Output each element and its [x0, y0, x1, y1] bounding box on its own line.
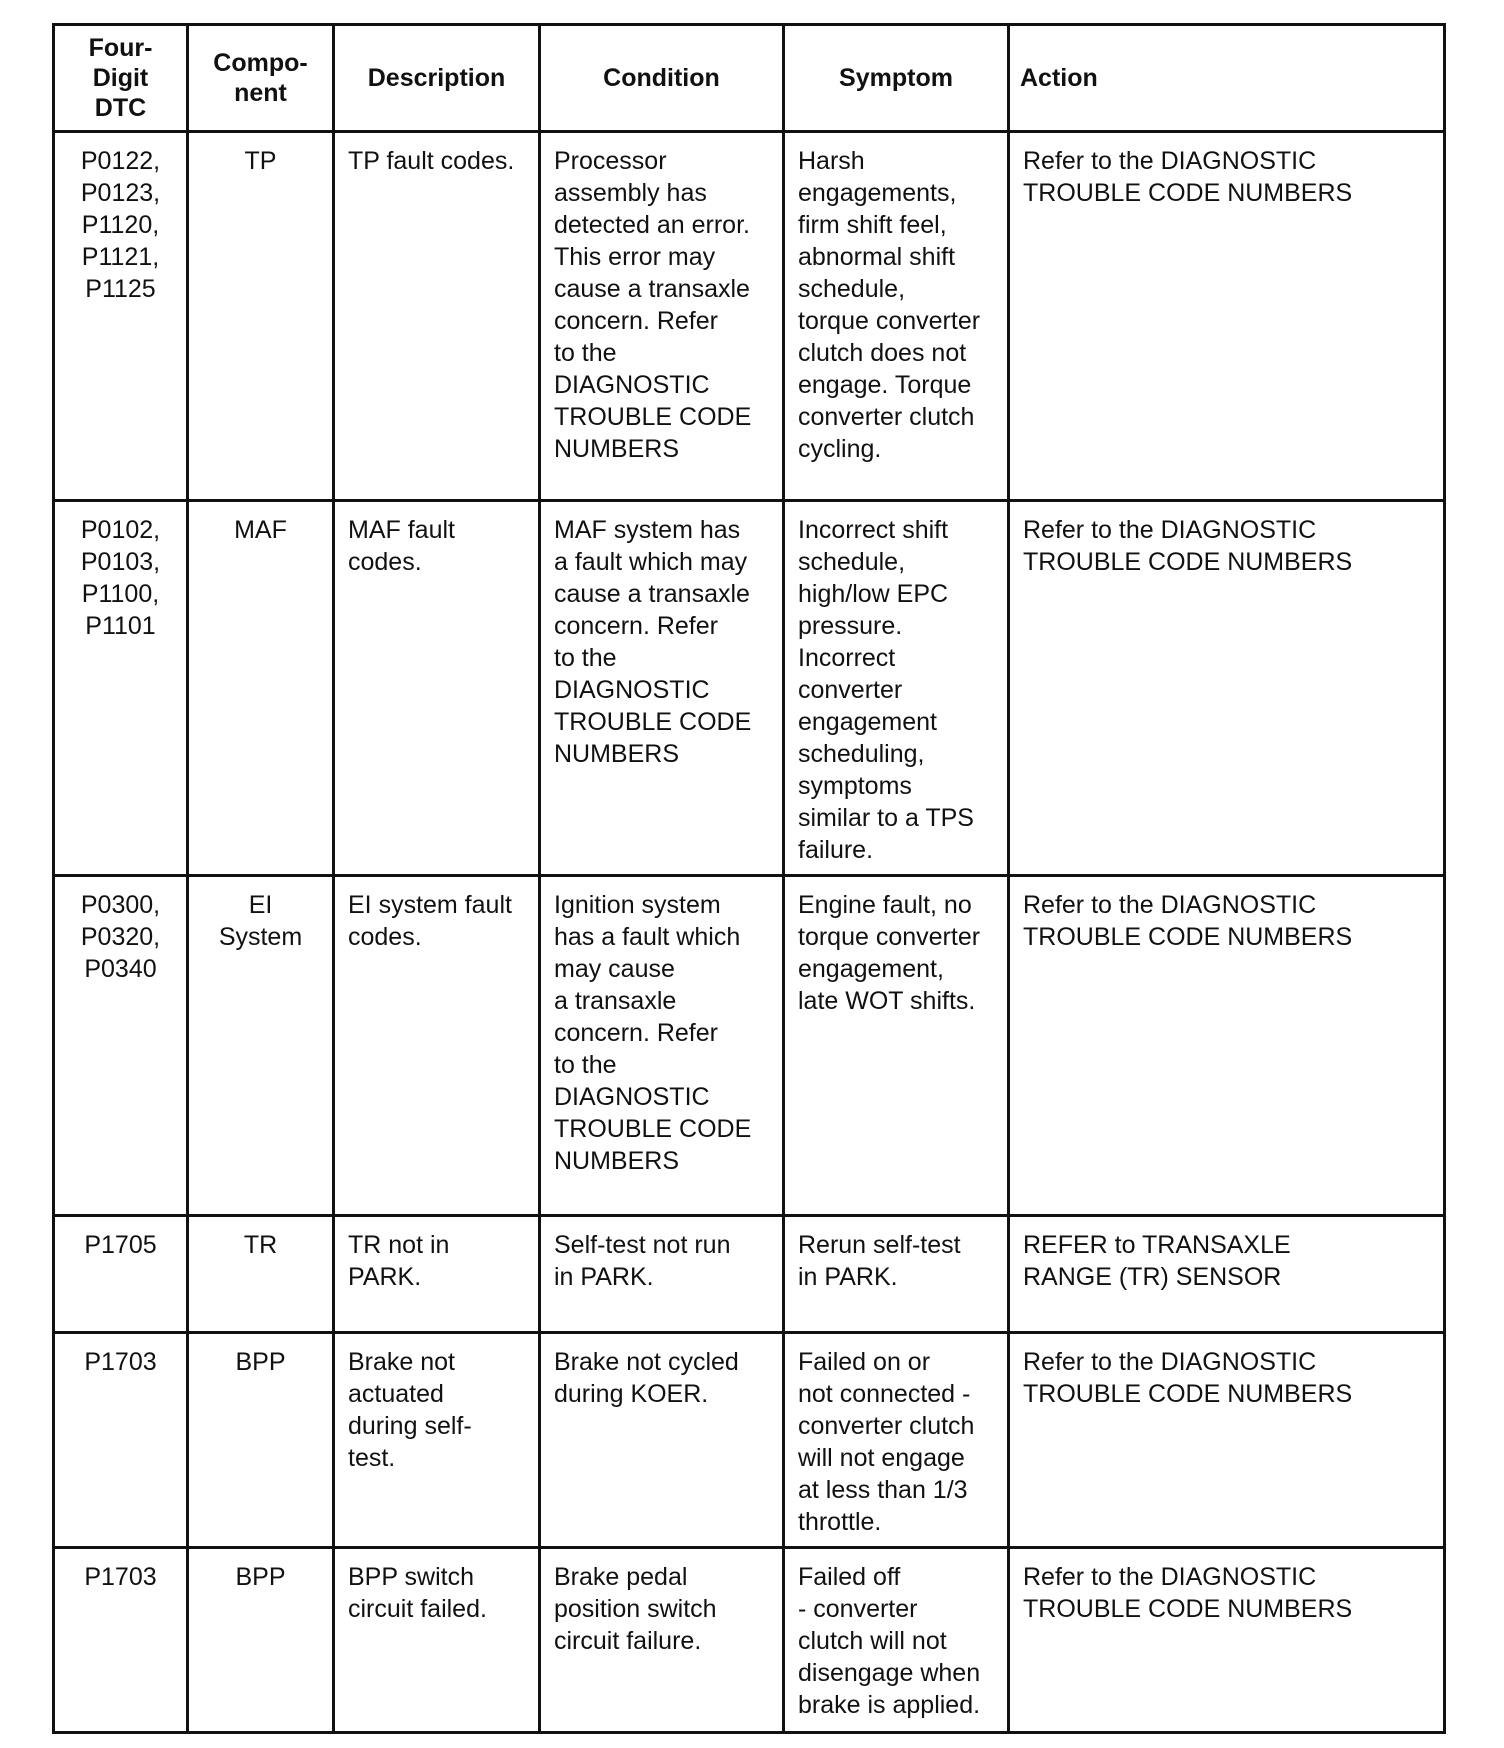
cell-description: TR not in PARK.	[334, 1216, 540, 1333]
cell-description: Brake not actuated during self- test.	[334, 1333, 540, 1548]
table-row	[54, 501, 1445, 876]
header-symptom: Symptom	[784, 25, 1009, 132]
cell-dtc: P1703	[54, 1333, 188, 1548]
cell-dtc: P0122, P0123, P1120, P1121, P1125	[54, 132, 188, 501]
cell-component: EI System	[188, 876, 334, 1216]
header-action: Action	[1009, 25, 1445, 132]
cell-condition: MAF system has a fault which may cause a transaxle concern. Refer to the DIAGNOSTIC TROUBLE CODE NUMBERS	[540, 501, 784, 876]
header-description: Description	[334, 25, 540, 132]
cell-condition: Ignition system has a fault which may cause a transaxle concern. Refer to the DIAGNOSTIC TROUBLE CODE NUMBERS	[540, 876, 784, 1216]
cell-description: MAF fault codes.	[334, 501, 540, 876]
cell-component: MAF	[188, 501, 334, 876]
cell-condition: Self-test not run in PARK.	[540, 1216, 784, 1333]
cell-condition: Brake pedal position switch circuit failure.	[540, 1548, 784, 1733]
cell-dtc: P0102, P0103, P1100, P1101	[54, 501, 188, 876]
cell-symptom: Rerun self-test in PARK.	[784, 1216, 1009, 1333]
table-row	[54, 1216, 1445, 1333]
header-component: Compo- nent	[188, 25, 334, 132]
cell-symptom: Harsh engagements, firm shift feel, abnormal shift schedule, torque converter clutch does not engage. Torque converter clutch cycling.	[784, 132, 1009, 501]
cell-action: Refer to the DIAGNOSTIC TROUBLE CODE NUMBERS	[1009, 501, 1445, 876]
table-row	[54, 1548, 1445, 1733]
cell-component: TR	[188, 1216, 334, 1333]
header-condition: Condition	[540, 25, 784, 132]
cell-condition: Processor assembly has detected an error. This error may cause a transaxle concern. Refer to the DIAGNOSTIC TROUBLE CODE NUMBERS	[540, 132, 784, 501]
cell-symptom: Incorrect shift schedule, high/low EPC pressure. Incorrect converter engagement scheduling, symptoms similar to a TPS failure.	[784, 501, 1009, 876]
cell-symptom: Engine fault, no torque converter engagement, late WOT shifts.	[784, 876, 1009, 1216]
cell-dtc: P1703	[54, 1548, 188, 1733]
cell-action: Refer to the DIAGNOSTIC TROUBLE CODE NUMBERS	[1009, 1548, 1445, 1733]
table-row	[54, 132, 1445, 501]
cell-description: TP fault codes.	[334, 132, 540, 501]
cell-symptom: Failed on or not connected - converter clutch will not engage at less than 1/3 throttle.	[784, 1333, 1009, 1548]
table-row	[54, 1333, 1445, 1548]
cell-component: BPP	[188, 1548, 334, 1733]
header-dtc: Four- Digit DTC	[54, 25, 188, 132]
table-header-row	[54, 25, 1445, 132]
cell-dtc: P1705	[54, 1216, 188, 1333]
dtc-table	[52, 23, 1446, 1734]
cell-component: BPP	[188, 1333, 334, 1548]
cell-description: EI system fault codes.	[334, 876, 540, 1216]
cell-action: Refer to the DIAGNOSTIC TROUBLE CODE NUMBERS	[1009, 1333, 1445, 1548]
cell-description: BPP switch circuit failed.	[334, 1548, 540, 1733]
cell-condition: Brake not cycled during KOER.	[540, 1333, 784, 1548]
cell-action: REFER to TRANSAXLE RANGE (TR) SENSOR	[1009, 1216, 1445, 1333]
table-row	[54, 876, 1445, 1216]
cell-dtc: P0300, P0320, P0340	[54, 876, 188, 1216]
cell-component: TP	[188, 132, 334, 501]
cell-action: Refer to the DIAGNOSTIC TROUBLE CODE NUMBERS	[1009, 132, 1445, 501]
cell-action: Refer to the DIAGNOSTIC TROUBLE CODE NUMBERS	[1009, 876, 1445, 1216]
cell-symptom: Failed off - converter clutch will not disengage when brake is applied.	[784, 1548, 1009, 1733]
